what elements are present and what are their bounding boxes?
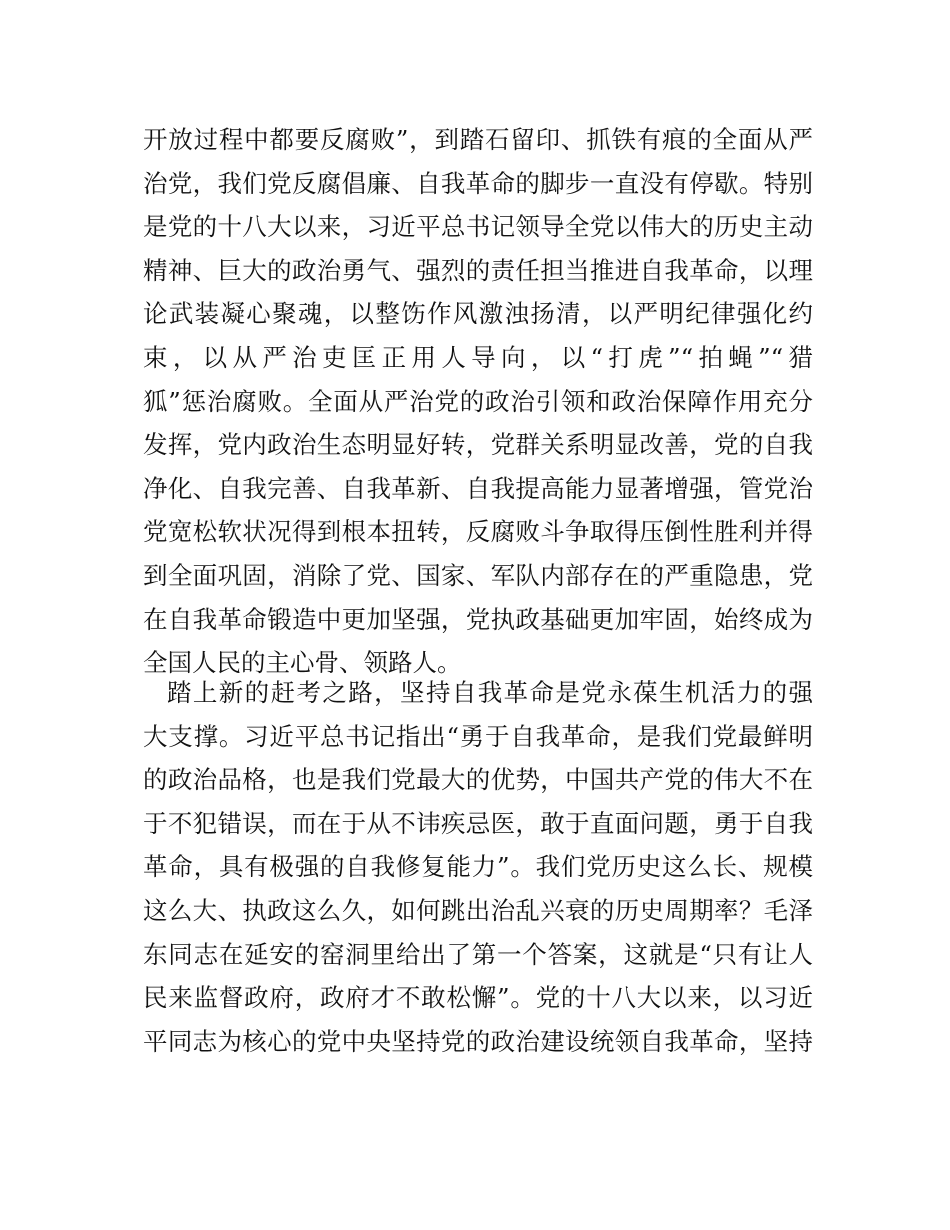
text-line: 开放过程中都要反腐败”，到踏石留印、抓铁有痕的全面从严 — [143, 125, 813, 154]
text-line: 革命，具有极强的自我修复能力”。我们党历史这么长、规模 — [143, 852, 813, 882]
text-line: 民来监督政府，政府才不敢松懈”。党的十八大以来，以习近 — [143, 983, 813, 1013]
text-line: 党宽松软状况得到根本扭转，反腐败斗争取得压倒性胜利并得 — [143, 517, 813, 547]
paragraph-1 — [143, 118, 813, 685]
text-line: 平同志为核心的党中央坚持党的政治建设统领自我革命，坚持 — [143, 1026, 813, 1056]
text-line: 在自我革命锻造中更加坚强，党执政基础更加牢固，始终成为 — [143, 604, 813, 634]
text-line: 的政治品格，也是我们党最大的优势，中国共产党的伟大不在 — [143, 765, 813, 795]
paragraph-2 — [143, 671, 813, 1063]
text-line: 东同志在延安的窑洞里给出了第一个答案，这就是“只有让人 — [143, 939, 813, 969]
text-line: 大支撑。习近平总书记指出“勇于自我革命，是我们党最鲜明 — [143, 721, 813, 751]
text-line: 束，以从严治吏匡正用人导向，以“打虎”“拍蝇”“猎 — [143, 342, 813, 372]
text-line: 这么大、执政这么久，如何跳出治乱兴衰的历史周期率？毛泽 — [143, 895, 813, 925]
text-line: 全国人民的主心骨、领路人。 — [143, 648, 462, 678]
text-line: 净化、自我完善、自我革新、自我提高能力显著增强，管党治 — [143, 473, 813, 503]
text-line: 于不犯错误，而在于从不讳疾忌医，敢于直面问题，勇于自我 — [143, 808, 813, 838]
text-line: 狐”惩治腐败。全面从严治党的政治引领和政治保障作用充分 — [143, 386, 813, 416]
text-line: 发挥，党内政治生态明显好转，党群关系明显改善，党的自我 — [143, 430, 813, 460]
text-line: 踏上新的赶考之路，坚持自我革命是党永葆生机活力的强 — [167, 678, 813, 707]
text-line: 治党，我们党反腐倡廉、自我革命的脚步一直没有停歇。特别 — [143, 168, 813, 198]
text-line: 是党的十八大以来，习近平总书记领导全党以伟大的历史主动 — [143, 212, 813, 242]
text-line: 论武装凝心聚魂，以整饬作风激浊扬清，以严明纪律强化约 — [143, 299, 813, 329]
text-line: 到全面巩固，消除了党、国家、军队内部存在的严重隐患，党 — [143, 560, 813, 590]
text-line: 精神、巨大的政治勇气、强烈的责任担当推进自我革命，以理 — [143, 255, 813, 285]
